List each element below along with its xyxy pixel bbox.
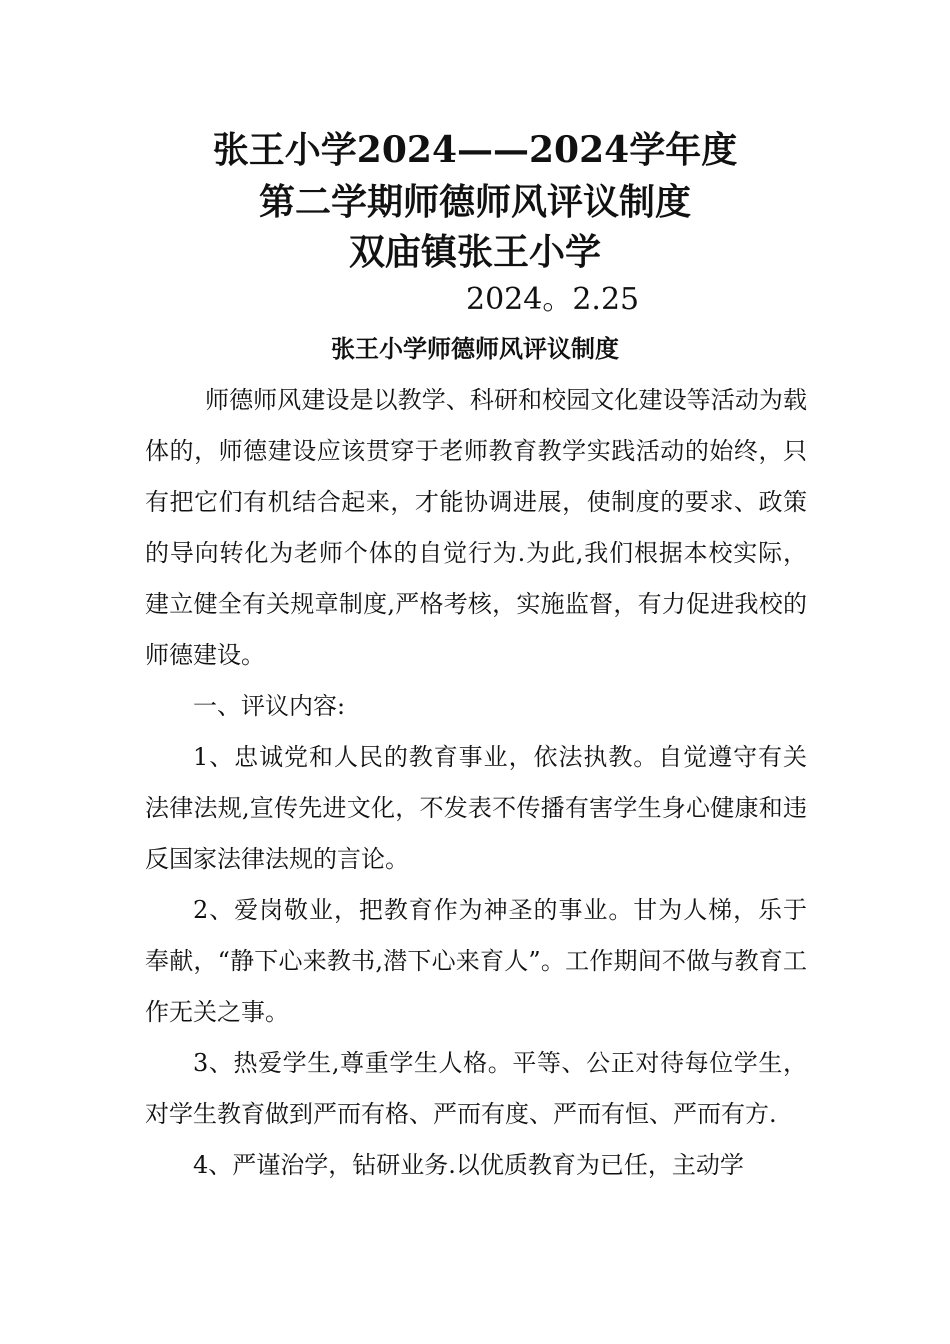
list-item-1: 1、忠诚党和人民的教育事业，依法执教。自觉遵守有关法律法规,宣传先进文化，不发表不传播有害学生身心健康和违反国家法律法规的言论。 (145, 743, 807, 873)
section-title: 张王小学师德师风评议制度 (331, 334, 619, 363)
school-name: 双庙镇张王小学 (348, 231, 601, 273)
document-date: 2024。2.25 (466, 282, 640, 317)
document-title-line-2: 第二学期师德师风评议制度 (258, 181, 691, 223)
section-heading-evaluation-content: 一、评议内容: (193, 692, 346, 720)
document-body (145, 375, 807, 1191)
list-item-4: 4、严谨治学，钻研业务.以优质教育为已任，主动学 (193, 1151, 744, 1179)
list-item-3: 3、热爱学生,尊重学生人格。平等、公正对待每位学生，对学生教育做到严而有格、严而有度、严而有恒、严而有方. (145, 1049, 807, 1128)
document-title-line-1: 张王小学2024——2024学年度 (212, 129, 738, 171)
intro-paragraph: 师德师风建设是以教学、科研和校园文化建设等活动为载体的，师德建设应该贯穿于老师教育教学实践活动的始终，只有把它们有机结合起来，才能协调进展，使制度的要求、政策的导向转化为老师个体的自觉行为.为此,我们根据本校实际，建立健全有关规章制度,严格考核，实施监督，有力促进我校的师德建设。 (145, 386, 807, 669)
list-item-2: 2、爱岗敬业，把教育作为神圣的事业。甘为人梯，乐于奉献，“静下心来教书,潜下心来育人”。工作期间不做与教育工作无关之事。 (145, 896, 807, 1026)
